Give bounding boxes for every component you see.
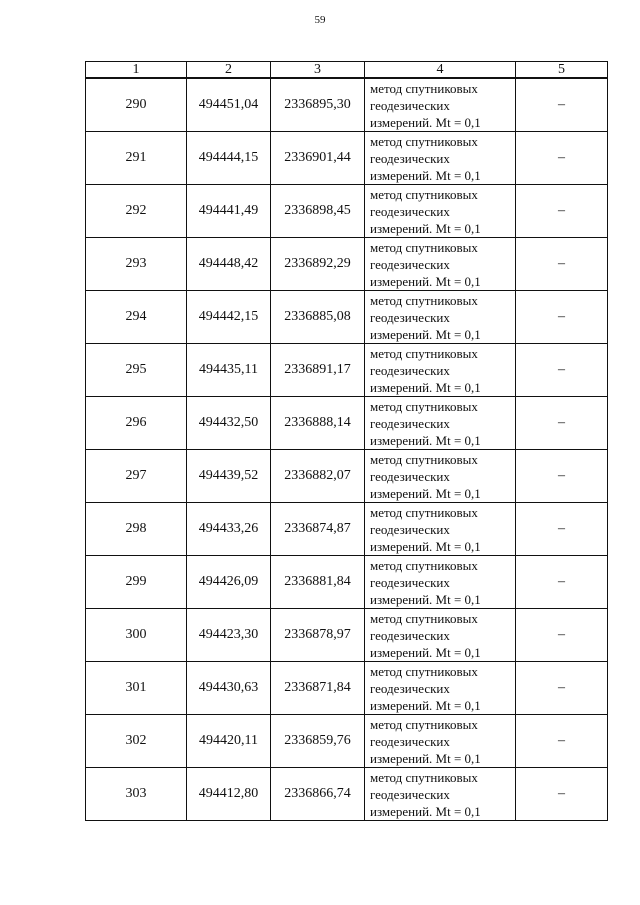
method-cell (365, 132, 516, 185)
method-cell (365, 768, 516, 821)
coordinates-table (85, 61, 608, 821)
x-coordinate-cell: 494448,42 (187, 238, 271, 291)
y-coordinate-cell: 2336895,30 (271, 78, 365, 132)
method-line: геодезических (370, 256, 450, 272)
method-cell (365, 238, 516, 291)
point-number-cell: 296 (86, 397, 187, 450)
x-coordinate-cell: 494439,52 (187, 450, 271, 503)
table-row (86, 185, 608, 238)
table-header-row (86, 62, 608, 79)
method-cell (365, 450, 516, 503)
method-line: измерений. Mt = 0,1 (370, 538, 481, 554)
point-number-cell: 294 (86, 291, 187, 344)
method-line: геодезических (370, 574, 450, 590)
note-cell: – (516, 185, 608, 238)
y-coordinate-cell: 2336878,97 (271, 609, 365, 662)
method-cell (365, 715, 516, 768)
method-line: геодезических (370, 733, 450, 749)
method-cell (365, 291, 516, 344)
method-line: геодезических (370, 203, 450, 219)
method-line: геодезических (370, 415, 450, 431)
point-number-cell: 291 (86, 132, 187, 185)
method-line: измерений. Mt = 0,1 (370, 485, 481, 501)
table-row (86, 715, 608, 768)
method-line: метод спутниковых (370, 345, 478, 361)
table-row (86, 556, 608, 609)
column-header-4: 4 (365, 62, 516, 79)
y-coordinate-cell: 2336885,08 (271, 291, 365, 344)
method-cell (365, 609, 516, 662)
method-cell (365, 503, 516, 556)
note-cell: – (516, 132, 608, 185)
method-line: геодезических (370, 97, 450, 113)
x-coordinate-cell: 494451,04 (187, 78, 271, 132)
table-row (86, 450, 608, 503)
table-row (86, 78, 608, 132)
y-coordinate-cell: 2336901,44 (271, 132, 365, 185)
note-cell: – (516, 556, 608, 609)
note-cell: – (516, 238, 608, 291)
method-line: измерений. Mt = 0,1 (370, 379, 481, 395)
point-number-cell: 299 (86, 556, 187, 609)
method-line: измерений. Mt = 0,1 (370, 273, 481, 289)
method-line: метод спутниковых (370, 133, 478, 149)
table-row (86, 768, 608, 821)
method-line: геодезических (370, 627, 450, 643)
method-line: метод спутниковых (370, 292, 478, 308)
method-cell (365, 397, 516, 450)
y-coordinate-cell: 2336891,17 (271, 344, 365, 397)
method-line: измерений. Mt = 0,1 (370, 750, 481, 766)
note-cell: – (516, 768, 608, 821)
method-line: измерений. Mt = 0,1 (370, 697, 481, 713)
y-coordinate-cell: 2336892,29 (271, 238, 365, 291)
method-line: измерений. Mt = 0,1 (370, 220, 481, 236)
method-line: метод спутниковых (370, 186, 478, 202)
method-line: метод спутниковых (370, 504, 478, 520)
method-line: геодезических (370, 150, 450, 166)
method-line: измерений. Mt = 0,1 (370, 803, 481, 819)
method-line: геодезических (370, 362, 450, 378)
table-row (86, 291, 608, 344)
method-line: метод спутниковых (370, 716, 478, 732)
note-cell: – (516, 291, 608, 344)
method-line: метод спутниковых (370, 451, 478, 467)
note-cell: – (516, 450, 608, 503)
x-coordinate-cell: 494426,09 (187, 556, 271, 609)
table-row (86, 662, 608, 715)
column-header-2: 2 (187, 62, 271, 79)
method-line: геодезических (370, 468, 450, 484)
y-coordinate-cell: 2336888,14 (271, 397, 365, 450)
method-cell (365, 185, 516, 238)
method-line: геодезических (370, 680, 450, 696)
y-coordinate-cell: 2336866,74 (271, 768, 365, 821)
method-line: геодезических (370, 309, 450, 325)
point-number-cell: 297 (86, 450, 187, 503)
x-coordinate-cell: 494423,30 (187, 609, 271, 662)
point-number-cell: 301 (86, 662, 187, 715)
column-header-5: 5 (516, 62, 608, 79)
method-cell (365, 344, 516, 397)
point-number-cell: 302 (86, 715, 187, 768)
method-line: метод спутниковых (370, 80, 478, 96)
method-line: метод спутниковых (370, 557, 478, 573)
point-number-cell: 292 (86, 185, 187, 238)
y-coordinate-cell: 2336871,84 (271, 662, 365, 715)
x-coordinate-cell: 494430,63 (187, 662, 271, 715)
point-number-cell: 303 (86, 768, 187, 821)
note-cell: – (516, 503, 608, 556)
method-line: метод спутниковых (370, 239, 478, 255)
method-line: измерений. Mt = 0,1 (370, 644, 481, 660)
x-coordinate-cell: 494442,15 (187, 291, 271, 344)
y-coordinate-cell: 2336882,07 (271, 450, 365, 503)
method-cell (365, 78, 516, 132)
y-coordinate-cell: 2336874,87 (271, 503, 365, 556)
method-line: измерений. Mt = 0,1 (370, 432, 481, 448)
method-line: измерений. Mt = 0,1 (370, 167, 481, 183)
column-header-3: 3 (271, 62, 365, 79)
method-cell (365, 662, 516, 715)
y-coordinate-cell: 2336859,76 (271, 715, 365, 768)
x-coordinate-cell: 494435,11 (187, 344, 271, 397)
table-row (86, 503, 608, 556)
method-line: метод спутниковых (370, 769, 478, 785)
note-cell: – (516, 78, 608, 132)
method-line: метод спутниковых (370, 398, 478, 414)
x-coordinate-cell: 494441,49 (187, 185, 271, 238)
y-coordinate-cell: 2336898,45 (271, 185, 365, 238)
x-coordinate-cell: 494444,15 (187, 132, 271, 185)
note-cell: – (516, 715, 608, 768)
point-number-cell: 298 (86, 503, 187, 556)
point-number-cell: 293 (86, 238, 187, 291)
x-coordinate-cell: 494420,11 (187, 715, 271, 768)
table-row (86, 238, 608, 291)
method-line: измерений. Mt = 0,1 (370, 326, 481, 342)
method-line: измерений. Mt = 0,1 (370, 114, 481, 130)
table-row (86, 609, 608, 662)
method-line: метод спутниковых (370, 663, 478, 679)
method-cell (365, 556, 516, 609)
table-row (86, 344, 608, 397)
column-header-1: 1 (86, 62, 187, 79)
method-line: геодезических (370, 786, 450, 802)
table-row (86, 397, 608, 450)
method-line: измерений. Mt = 0,1 (370, 591, 481, 607)
method-line: геодезических (370, 521, 450, 537)
note-cell: – (516, 397, 608, 450)
page-number: 59 (314, 14, 326, 26)
point-number-cell: 295 (86, 344, 187, 397)
point-number-cell: 290 (86, 78, 187, 132)
table-row (86, 132, 608, 185)
y-coordinate-cell: 2336881,84 (271, 556, 365, 609)
point-number-cell: 300 (86, 609, 187, 662)
note-cell: – (516, 344, 608, 397)
note-cell: – (516, 609, 608, 662)
method-line: метод спутниковых (370, 610, 478, 626)
x-coordinate-cell: 494412,80 (187, 768, 271, 821)
x-coordinate-cell: 494432,50 (187, 397, 271, 450)
x-coordinate-cell: 494433,26 (187, 503, 271, 556)
note-cell: – (516, 662, 608, 715)
